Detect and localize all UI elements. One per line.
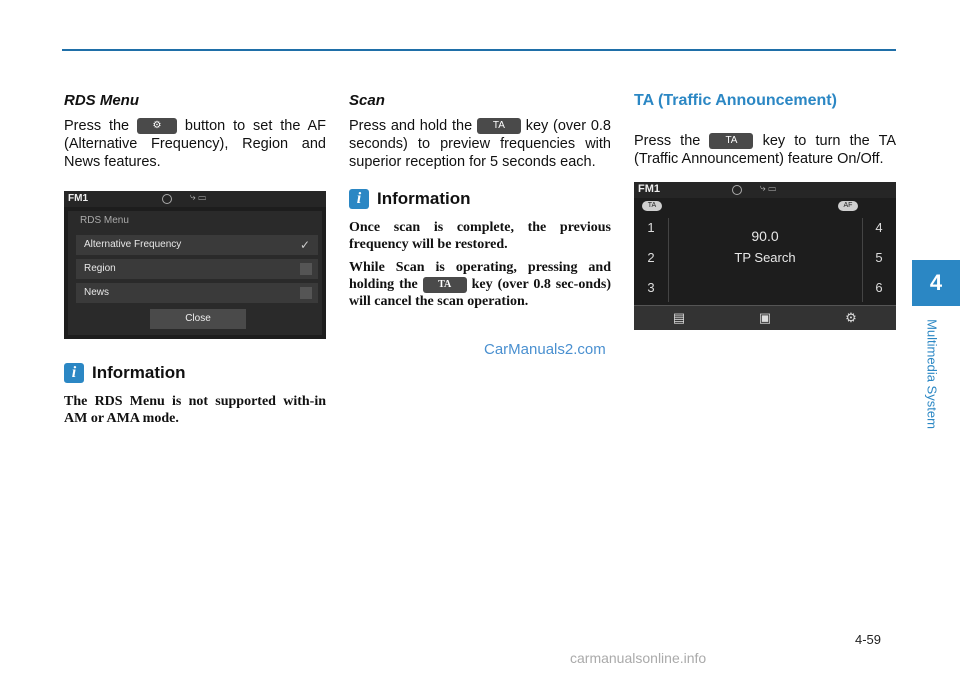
menu-item-region[interactable]: Region [76, 259, 318, 279]
bottom-bar [634, 305, 896, 330]
af-indicator: AF [838, 201, 858, 211]
preset-6[interactable]: 6 [875, 280, 883, 295]
preset-1[interactable]: 1 [647, 220, 655, 235]
info-heading: i Information [64, 363, 326, 383]
preset-3[interactable]: 3 [647, 280, 655, 295]
column-rds [64, 92, 326, 433]
info-note-1: Once scan is complete, the previous frequency will be restored. [349, 220, 611, 252]
band-label: FM1 [638, 183, 660, 195]
menu-item-news[interactable]: News [76, 283, 318, 303]
ta-key: TA [423, 277, 467, 293]
usb-icon: ⤷ ▭ [190, 192, 206, 203]
status-bar [64, 191, 326, 207]
rds-paragraph: Press the ⚙ button to set the AF (Alternative Frequency), Region and News features. [64, 118, 327, 170]
preset-4[interactable]: 4 [875, 220, 883, 235]
scan-paragraph: Press and hold the TA key (over 0.8 seconds) to preview frequencies with superior reception for 5 seconds each. [349, 118, 611, 170]
radio-info-icon[interactable]: ▣ [758, 310, 772, 325]
column-scan [349, 92, 611, 316]
close-button[interactable]: Close [150, 309, 246, 329]
checkmark-icon[interactable]: ✓ [300, 238, 311, 252]
info-icon: i [349, 189, 369, 209]
page-number: 4-59 [855, 632, 882, 647]
rds-menu-screenshot [64, 191, 326, 339]
rds-menu-title: RDS Menu [80, 215, 129, 226]
status-bar [634, 182, 896, 198]
watermark: CarManuals2.com [484, 341, 606, 358]
gear-icon: ⚙ [137, 118, 177, 134]
info-note-2: While Scan is operating, pressing and holding the TA key (over 0.8 sec-onds) will cancel the scan operation. [349, 260, 611, 309]
radio-list-icon[interactable]: ▤ [672, 310, 686, 325]
menu-item-alternative-frequency[interactable]: Alternative Frequency ✓ [76, 235, 318, 255]
checkbox[interactable] [300, 287, 312, 299]
header-rule [62, 49, 896, 51]
usb-icon: ⤷ ▭ [760, 183, 776, 194]
ta-paragraph: Press the TA key to turn the TA (Traffic Announcement) feature On/Off. [634, 133, 897, 167]
ta-key: TA [709, 133, 753, 149]
tp-search-status: TP Search [734, 250, 796, 265]
info-note: The RDS Menu is not supported with-in AM or AMA mode. [64, 394, 326, 426]
scan-heading: Scan [349, 92, 385, 109]
column-ta [634, 92, 896, 330]
preset-5[interactable]: 5 [875, 250, 883, 265]
radio-icon [162, 194, 172, 204]
radio-icon [732, 185, 742, 195]
ta-key: TA [477, 118, 521, 134]
preset-2[interactable]: 2 [647, 250, 655, 265]
info-heading: i Information [349, 189, 611, 209]
chapter-label: Multimedia System [924, 319, 940, 429]
footer-watermark: carmanualsonline.info [570, 650, 707, 666]
chapter-tab: 4 [912, 260, 960, 306]
band-label: FM1 [68, 193, 88, 204]
settings-icon[interactable]: ⚙ [845, 310, 857, 325]
ta-heading: TA (Traffic Announcement) [634, 92, 837, 109]
radio-screenshot [634, 182, 896, 330]
rds-menu-panel [68, 211, 322, 335]
rds-heading: RDS Menu [64, 92, 139, 109]
info-icon: i [64, 363, 84, 383]
checkbox[interactable] [300, 263, 312, 275]
ta-indicator: TA [642, 201, 662, 211]
frequency-display: 90.0 [751, 228, 779, 244]
